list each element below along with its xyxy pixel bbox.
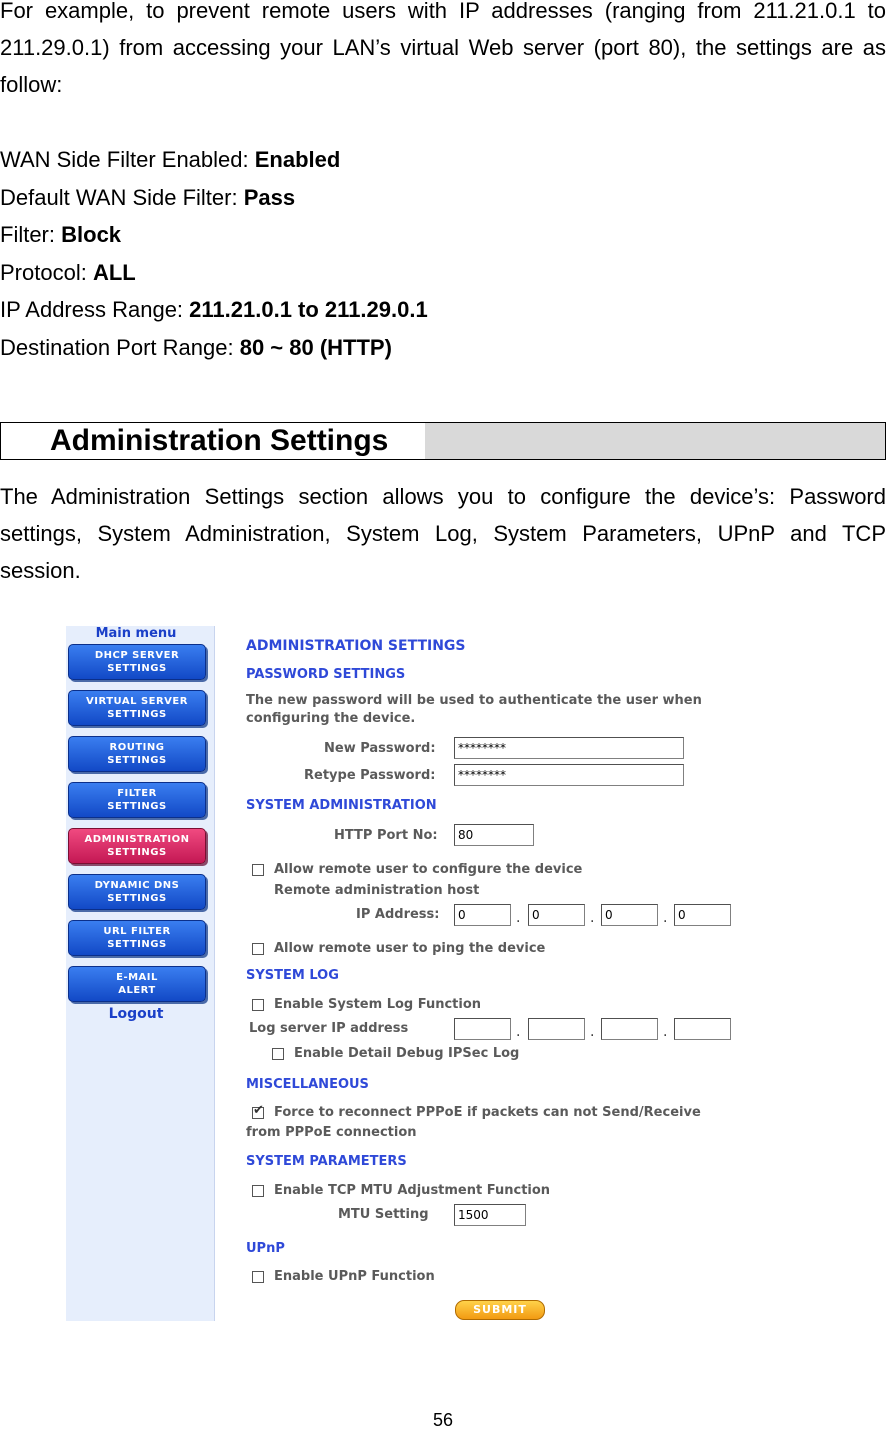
enable-syslog-label: Enable System Log Function [274,997,482,1012]
admin-settings-heading: ADMINISTRATION SETTINGS [246,638,466,654]
allow-remote-config-checkbox[interactable] [252,864,264,876]
page-number: 56 [432,1410,454,1430]
allow-ping-label: Allow remote user to ping the device [274,941,546,956]
log-server-octet-2[interactable] [528,1018,585,1040]
force-reconnect-label-1: Force to reconnect PPPoE if packets can not Send/Receive [274,1105,701,1120]
main-menu-title: Main menu [95,626,177,641]
setting-row: IP Address Range: 211.21.0.1 to 211.29.0.1 [0,297,428,323]
enable-syslog-checkbox[interactable] [252,999,264,1011]
menu-filter-button[interactable]: FILTER SETTINGS [68,782,206,818]
intro-paragraph: For example, to prevent remote users with IP addresses (ranging from 211.21.0.1 to 211.29.0.1) from accessing your LAN’s virtual Web server (port 80), the settings are as follow: [0,0,886,97]
submit-button[interactable]: SUBMIT [455,1300,545,1320]
password-note-line-1: The new password will be used to authenticate the user when [246,693,702,708]
setting-row: WAN Side Filter Enabled: Enabled [0,147,341,172]
mtu-setting-input[interactable]: 1500 [454,1204,526,1226]
log-server-octet-4[interactable] [674,1018,731,1040]
remote-ip-octet-3[interactable]: 0 [601,904,658,926]
admin-settings-screenshot [66,626,826,1326]
remote-ip-octet-4[interactable]: 0 [674,904,731,926]
log-server-octet-3[interactable] [601,1018,658,1040]
allow-ping-checkbox[interactable] [252,943,264,955]
system-administration-heading: SYSTEM ADMINISTRATION [246,798,437,813]
log-server-octet-1[interactable] [454,1018,511,1040]
setting-row: Default WAN Side Filter: Pass [0,184,296,210]
new-password-input[interactable]: ******** [454,737,684,759]
ip-dot: . [663,1024,668,1040]
remote-host-label: Remote administration host [274,883,480,898]
ip-dot: . [663,910,668,926]
enable-debug-label: Enable Detail Debug IPSec Log [294,1046,520,1061]
http-port-label: HTTP Port No: [334,828,438,843]
menu-routing-button[interactable]: ROUTING SETTINGS [68,736,206,772]
miscellaneous-heading: MISCELLANEOUS [246,1077,369,1092]
section-header [0,422,886,460]
enable-mtu-checkbox[interactable] [252,1185,264,1197]
system-parameters-heading: SYSTEM PARAMETERS [246,1154,407,1169]
ip-dot: . [590,910,595,926]
retype-password-input[interactable]: ******** [454,764,684,786]
remote-ip-octet-2[interactable]: 0 [528,904,585,926]
menu-email-alert-button[interactable]: E-MAIL ALERT [68,966,206,1002]
log-server-label: Log server IP address [249,1021,409,1036]
upnp-heading: UPnP [246,1241,285,1256]
section-title: Administration Settings [50,424,389,457]
menu-dhcp-server-button[interactable]: DHCP SERVER SETTINGS [68,644,206,680]
force-reconnect-label-2: from PPPoE connection [246,1125,417,1140]
menu-url-filter-button[interactable]: URL FILTER SETTINGS [68,920,206,956]
menu-administration-button[interactable]: ADMINISTRATION SETTINGS [68,828,206,864]
setting-row: Protocol: ALL [0,259,136,285]
force-reconnect-checkbox[interactable] [252,1107,264,1119]
section-header-fill [425,423,885,459]
setting-row: Filter: Block [0,222,122,248]
ip-address-label: IP Address: [356,907,440,922]
enable-mtu-label: Enable TCP MTU Adjustment Function [274,1183,551,1198]
password-note-line-2: configuring the device. [246,711,416,726]
enable-debug-checkbox[interactable] [272,1048,284,1060]
http-port-input[interactable]: 80 [454,824,534,846]
new-password-label: New Password: [324,741,436,756]
allow-remote-config-label: Allow remote user to configure the device [274,862,583,877]
menu-dynamic-dns-button[interactable]: DYNAMIC DNS SETTINGS [68,874,206,910]
main-menu [66,626,215,1321]
section-paragraph: The Administration Settings section allows you to configure the device’s: Password settings, System Administration, System Log, System Parameters, UPnP and TCP session. [0,484,886,583]
ip-dot: . [590,1024,595,1040]
menu-virtual-server-button[interactable]: VIRTUAL SERVER SETTINGS [68,690,206,726]
retype-password-label: Retype Password: [304,768,436,783]
password-settings-heading: PASSWORD SETTINGS [246,667,406,682]
ip-dot: . [516,1024,521,1040]
enable-upnp-checkbox[interactable] [252,1271,264,1283]
enable-upnp-label: Enable UPnP Function [274,1269,435,1284]
logout-link[interactable]: Logout [108,1006,164,1022]
mtu-setting-label: MTU Setting [338,1207,429,1222]
filter-settings-list [0,141,428,367]
ip-dot: . [516,910,521,926]
setting-row: Destination Port Range: 80 ~ 80 (HTTP) [0,334,392,360]
remote-ip-octet-1[interactable]: 0 [454,904,511,926]
admin-settings-panel [246,626,826,1326]
system-log-heading: SYSTEM LOG [246,968,339,983]
